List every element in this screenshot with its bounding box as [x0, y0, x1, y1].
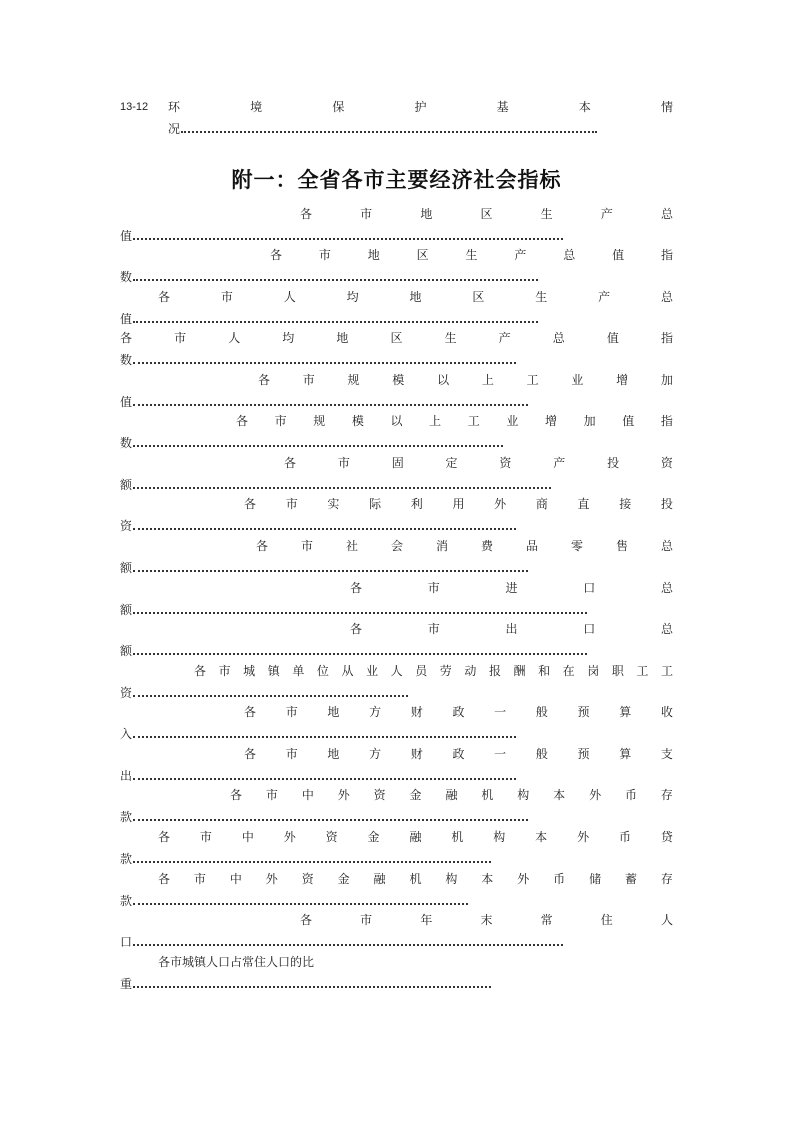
title-char: 总	[552, 331, 565, 345]
title-char: 产	[514, 248, 527, 262]
title-char: 报	[488, 664, 501, 678]
title-char: 各	[300, 207, 313, 221]
title-char: 职	[611, 664, 624, 678]
title-char: 产	[598, 290, 611, 304]
title-char: 市	[360, 207, 373, 221]
title-char: 储	[589, 872, 602, 886]
toc-entry[interactable]	[120, 205, 673, 245]
title-char: 进	[505, 581, 518, 595]
leader-dots	[133, 528, 516, 530]
title-char: 本	[578, 100, 591, 114]
toc-entry-title-last-char: 入	[120, 727, 133, 741]
title-char: 区	[472, 290, 485, 304]
toc-entry-title-line	[158, 288, 673, 306]
title-char: 常	[540, 913, 553, 927]
toc-entry-title-line	[284, 454, 673, 472]
title-char: 各	[158, 872, 171, 886]
title-char: 政	[452, 705, 465, 719]
title-char: 加	[660, 373, 673, 387]
title-char: 保	[332, 100, 345, 114]
toc-entry[interactable]	[120, 537, 673, 577]
toc-entry-title-last-char: 额	[120, 561, 133, 575]
title-char: 工	[467, 414, 480, 428]
title-char: 镇	[267, 664, 280, 678]
title-char: 各	[256, 539, 269, 553]
title-char: 上	[481, 373, 494, 387]
title-char: 机	[451, 830, 464, 844]
leader-dots	[133, 238, 563, 240]
title-char: 各	[284, 456, 297, 470]
title-char: 增	[545, 414, 558, 428]
title-char: 业	[506, 414, 519, 428]
title-char: 币	[618, 830, 631, 844]
title-char: 零	[571, 539, 584, 553]
toc-entry-title-last-char: 额	[120, 603, 133, 617]
leader-dots	[133, 695, 408, 697]
title-char: 各	[350, 622, 363, 636]
toc-entry-title-last-char: 况	[168, 122, 181, 136]
title-char: 本	[481, 872, 494, 886]
title-char: 人	[660, 913, 673, 927]
title-char: 融	[445, 788, 458, 802]
title-char: 政	[452, 747, 465, 761]
toc-entry-title-line	[350, 620, 673, 638]
title-char: 业	[366, 664, 379, 678]
title-char: 市	[218, 664, 231, 678]
leader-dots	[133, 362, 516, 364]
title-char: 情	[660, 100, 673, 114]
title-char: 位	[316, 664, 329, 678]
title-char: 模	[392, 373, 405, 387]
toc-entry-title-last-char: 数	[120, 436, 133, 450]
toc-entry-title-last-char: 值	[120, 312, 133, 326]
toc-entry-title-line: 各市城镇人口占常住人口的比	[158, 955, 315, 969]
title-char: 出	[505, 622, 518, 636]
title-char: 般	[535, 747, 548, 761]
toc-entry-title-line	[236, 412, 673, 430]
title-char: 总	[661, 622, 674, 636]
title-char: 本	[553, 788, 566, 802]
title-char: 存	[660, 788, 673, 802]
title-char: 算	[619, 705, 632, 719]
title-char: 投	[660, 497, 673, 511]
title-char: 地	[327, 747, 340, 761]
title-char: 在	[562, 664, 575, 678]
toc-entry[interactable]	[120, 828, 673, 868]
title-char: 市	[265, 788, 278, 802]
title-char: 商	[535, 497, 548, 511]
toc-entry-title-line	[194, 662, 673, 680]
title-char: 各	[158, 290, 171, 304]
leader-dots	[133, 570, 528, 572]
title-char: 护	[414, 100, 427, 114]
leader-dots	[133, 612, 587, 614]
title-char: 币	[553, 872, 566, 886]
title-char: 总	[661, 581, 674, 595]
title-char: 指	[660, 414, 673, 428]
title-char: 生	[540, 207, 553, 221]
title-char: 境	[250, 100, 263, 114]
title-char: 市	[193, 872, 206, 886]
title-char: 资	[325, 830, 338, 844]
title-char: 定	[445, 456, 458, 470]
title-char: 外	[577, 830, 590, 844]
title-char: 金	[337, 872, 350, 886]
title-char: 基	[496, 100, 509, 114]
toc-entry[interactable]	[120, 620, 673, 660]
title-char: 和	[538, 664, 551, 678]
title-char: 各	[350, 581, 363, 595]
appendix-title: 附一：全省各市主要经济社会指标	[231, 167, 562, 192]
title-char: 值	[622, 414, 635, 428]
toc-entry[interactable]	[120, 953, 673, 993]
title-char: 各	[244, 705, 257, 719]
title-char: 预	[577, 705, 590, 719]
toc-entry-title-line	[350, 579, 673, 597]
toc-entry[interactable]	[120, 870, 673, 910]
title-char: 方	[369, 705, 382, 719]
leader-dots	[133, 861, 491, 863]
title-char: 员	[415, 664, 428, 678]
title-char: 构	[493, 830, 506, 844]
title-char: 支	[660, 747, 673, 761]
title-char: 市	[174, 331, 187, 345]
title-char: 末	[480, 913, 493, 927]
toc-entry-number: 13-12	[120, 101, 149, 113]
toc-entry-title-last-char: 款	[120, 810, 133, 824]
leader-dots	[133, 653, 587, 655]
toc-entry[interactable]	[120, 911, 673, 951]
title-char: 外	[517, 872, 530, 886]
title-char: 值	[612, 248, 625, 262]
title-char: 模	[351, 414, 364, 428]
title-char: 指	[660, 331, 673, 345]
toc-entry[interactable]	[120, 579, 673, 619]
title-char: 实	[327, 497, 340, 511]
toc-entry-environment[interactable]	[120, 98, 673, 138]
title-char: 区	[390, 331, 403, 345]
title-char: 生	[465, 248, 478, 262]
toc-entry[interactable]	[120, 662, 673, 702]
title-char: 市	[285, 705, 298, 719]
title-char: 环	[168, 100, 181, 114]
toc-entry[interactable]	[120, 412, 673, 452]
leader-dots	[133, 487, 551, 489]
title-char: 区	[416, 248, 429, 262]
title-char: 利	[410, 497, 423, 511]
leader-dots	[133, 404, 528, 406]
title-char: 酬	[513, 664, 526, 678]
title-char: 增	[616, 373, 629, 387]
toc-entry-title-line	[244, 745, 673, 763]
title-char: 般	[535, 705, 548, 719]
leader-dots	[133, 321, 538, 323]
title-char: 加	[583, 414, 596, 428]
toc-entry-title-last-char: 款	[120, 852, 133, 866]
title-char: 资	[373, 788, 386, 802]
toc-entry[interactable]	[120, 703, 673, 743]
leader-dots	[133, 819, 528, 821]
title-char: 售	[616, 539, 629, 553]
title-char: 市	[337, 456, 350, 470]
leader-dots	[133, 903, 468, 905]
title-char: 算	[619, 747, 632, 761]
leader-dots	[133, 279, 538, 281]
leader-dots	[133, 736, 516, 738]
title-char: 费	[481, 539, 494, 553]
title-char: 单	[292, 664, 305, 678]
title-char: 品	[526, 539, 539, 553]
title-char: 金	[409, 788, 422, 802]
toc-entry-title-last-char: 数	[120, 353, 133, 367]
title-char: 市	[427, 622, 440, 636]
toc-entry[interactable]	[120, 745, 673, 785]
title-char: 存	[660, 872, 673, 886]
title-char: 金	[367, 830, 380, 844]
title-char: 各	[236, 414, 249, 428]
title-char: 市	[360, 913, 373, 927]
title-char: 指	[661, 248, 674, 262]
toc-entry-title-line	[300, 911, 673, 929]
title-char: 总	[661, 539, 674, 553]
title-char: 机	[481, 788, 494, 802]
title-char: 各	[258, 373, 271, 387]
title-char: 劳	[439, 664, 452, 678]
title-char: 年	[420, 913, 433, 927]
title-char: 资	[499, 456, 512, 470]
title-char: 地	[367, 248, 380, 262]
title-char: 预	[577, 747, 590, 761]
title-char: 规	[313, 414, 326, 428]
title-char: 一	[494, 747, 507, 761]
toc-entry-title-line	[258, 371, 673, 389]
title-char: 接	[619, 497, 632, 511]
title-char: 融	[409, 830, 422, 844]
toc-entry-title-last-char: 数	[120, 270, 133, 284]
title-char: 地	[409, 290, 422, 304]
title-char: 均	[282, 331, 295, 345]
title-char: 际	[369, 497, 382, 511]
title-char: 生	[535, 290, 548, 304]
title-char: 投	[607, 456, 620, 470]
leader-dots	[133, 944, 563, 946]
title-char: 收	[660, 705, 673, 719]
title-char: 值	[606, 331, 619, 345]
title-char: 外	[589, 788, 602, 802]
toc-entry-title-line	[158, 828, 673, 846]
toc-entry-title-line	[120, 329, 673, 347]
toc-entry-title-line	[158, 870, 673, 888]
title-char: 一	[494, 705, 507, 719]
title-char: 市	[220, 290, 233, 304]
title-char: 从	[341, 664, 354, 678]
title-char: 外	[283, 830, 296, 844]
title-char: 规	[347, 373, 360, 387]
title-char: 各	[244, 747, 257, 761]
toc-entry[interactable]	[120, 454, 673, 494]
title-char: 人	[228, 331, 241, 345]
title-char: 地	[327, 705, 340, 719]
title-char: 各	[194, 664, 207, 678]
leader-dots	[133, 986, 491, 988]
toc-entry-title-last-char: 额	[120, 478, 133, 492]
title-char: 口	[583, 581, 596, 595]
title-char: 区	[480, 207, 493, 221]
title-char: 工	[526, 373, 539, 387]
title-char: 资	[301, 872, 314, 886]
leader-dots	[133, 778, 516, 780]
title-char: 市	[318, 248, 331, 262]
title-char: 财	[410, 705, 423, 719]
title-char: 中	[301, 788, 314, 802]
title-char: 各	[230, 788, 243, 802]
title-char: 产	[498, 331, 511, 345]
title-char: 中	[241, 830, 254, 844]
title-char: 总	[661, 290, 674, 304]
title-char: 市	[274, 414, 287, 428]
title-char: 总	[660, 207, 673, 221]
toc-entry-title-last-char: 资	[120, 686, 133, 700]
title-char: 市	[285, 497, 298, 511]
title-char: 各	[270, 248, 283, 262]
title-char: 市	[199, 830, 212, 844]
toc-entry-title-line	[270, 246, 673, 264]
toc-entry[interactable]	[120, 246, 673, 286]
title-char: 蓄	[624, 872, 637, 886]
title-char: 资	[660, 456, 673, 470]
title-char: 人	[390, 664, 403, 678]
toc-entry-title-line	[300, 205, 673, 223]
title-char: 各	[158, 830, 171, 844]
title-char: 地	[336, 331, 349, 345]
title-char: 各	[120, 331, 133, 345]
title-char: 财	[410, 747, 423, 761]
title-char: 市	[285, 747, 298, 761]
leader-dots	[133, 445, 503, 447]
title-char: 外	[337, 788, 350, 802]
title-char: 用	[452, 497, 465, 511]
title-char: 机	[409, 872, 422, 886]
toc-entry-title-last-char: 款	[120, 894, 133, 908]
title-char: 业	[571, 373, 584, 387]
toc-entry[interactable]	[120, 786, 673, 826]
toc-entry[interactable]	[120, 288, 673, 328]
title-char: 直	[577, 497, 590, 511]
title-char: 生	[444, 331, 457, 345]
title-char: 总	[563, 248, 576, 262]
title-char: 市	[301, 539, 314, 553]
title-char: 地	[420, 207, 433, 221]
leader-dots	[181, 131, 597, 133]
title-char: 以	[437, 373, 450, 387]
toc-entry-title-last-char: 资	[120, 519, 133, 533]
toc-entry-title-line	[168, 98, 673, 116]
toc-entry-title-line	[230, 786, 673, 804]
title-char: 外	[494, 497, 507, 511]
title-char: 工	[660, 664, 673, 678]
title-char: 上	[429, 414, 442, 428]
title-char: 岗	[587, 664, 600, 678]
title-char: 动	[464, 664, 477, 678]
title-char: 工	[636, 664, 649, 678]
title-char: 贷	[660, 830, 673, 844]
title-char: 中	[229, 872, 242, 886]
toc-entry-title-last-char: 值	[120, 229, 133, 243]
title-char: 住	[600, 913, 613, 927]
title-char: 消	[436, 539, 449, 553]
title-char: 构	[445, 872, 458, 886]
title-char: 市	[427, 581, 440, 595]
title-char: 各	[244, 497, 257, 511]
toc-entry-title-line	[256, 537, 673, 555]
title-char: 产	[553, 456, 566, 470]
title-char: 方	[369, 747, 382, 761]
title-char: 社	[346, 539, 359, 553]
title-char: 各	[300, 913, 313, 927]
title-char: 融	[373, 872, 386, 886]
title-char: 会	[391, 539, 404, 553]
toc-entry-title-last-char: 重	[120, 977, 133, 991]
title-char: 构	[517, 788, 530, 802]
toc-entry-title-line	[244, 495, 673, 513]
toc-entry-title-last-char: 出	[120, 769, 133, 783]
title-char: 均	[346, 290, 359, 304]
toc-entry[interactable]	[120, 371, 673, 411]
title-char: 固	[391, 456, 404, 470]
toc-entry-title-last-char: 额	[120, 644, 133, 658]
title-char: 市	[302, 373, 315, 387]
title-char: 外	[265, 872, 278, 886]
title-char: 本	[535, 830, 548, 844]
toc-entry[interactable]	[120, 495, 673, 535]
toc-entry-title-last-char: 口	[120, 935, 133, 949]
title-char: 人	[283, 290, 296, 304]
toc-entry-title-last-char: 值	[120, 395, 133, 409]
title-char: 口	[583, 622, 596, 636]
title-char: 以	[390, 414, 403, 428]
toc-entry-title-line	[244, 703, 673, 721]
toc-entry[interactable]	[120, 329, 673, 369]
title-char: 城	[243, 664, 256, 678]
title-char: 币	[624, 788, 637, 802]
title-char: 产	[600, 207, 613, 221]
